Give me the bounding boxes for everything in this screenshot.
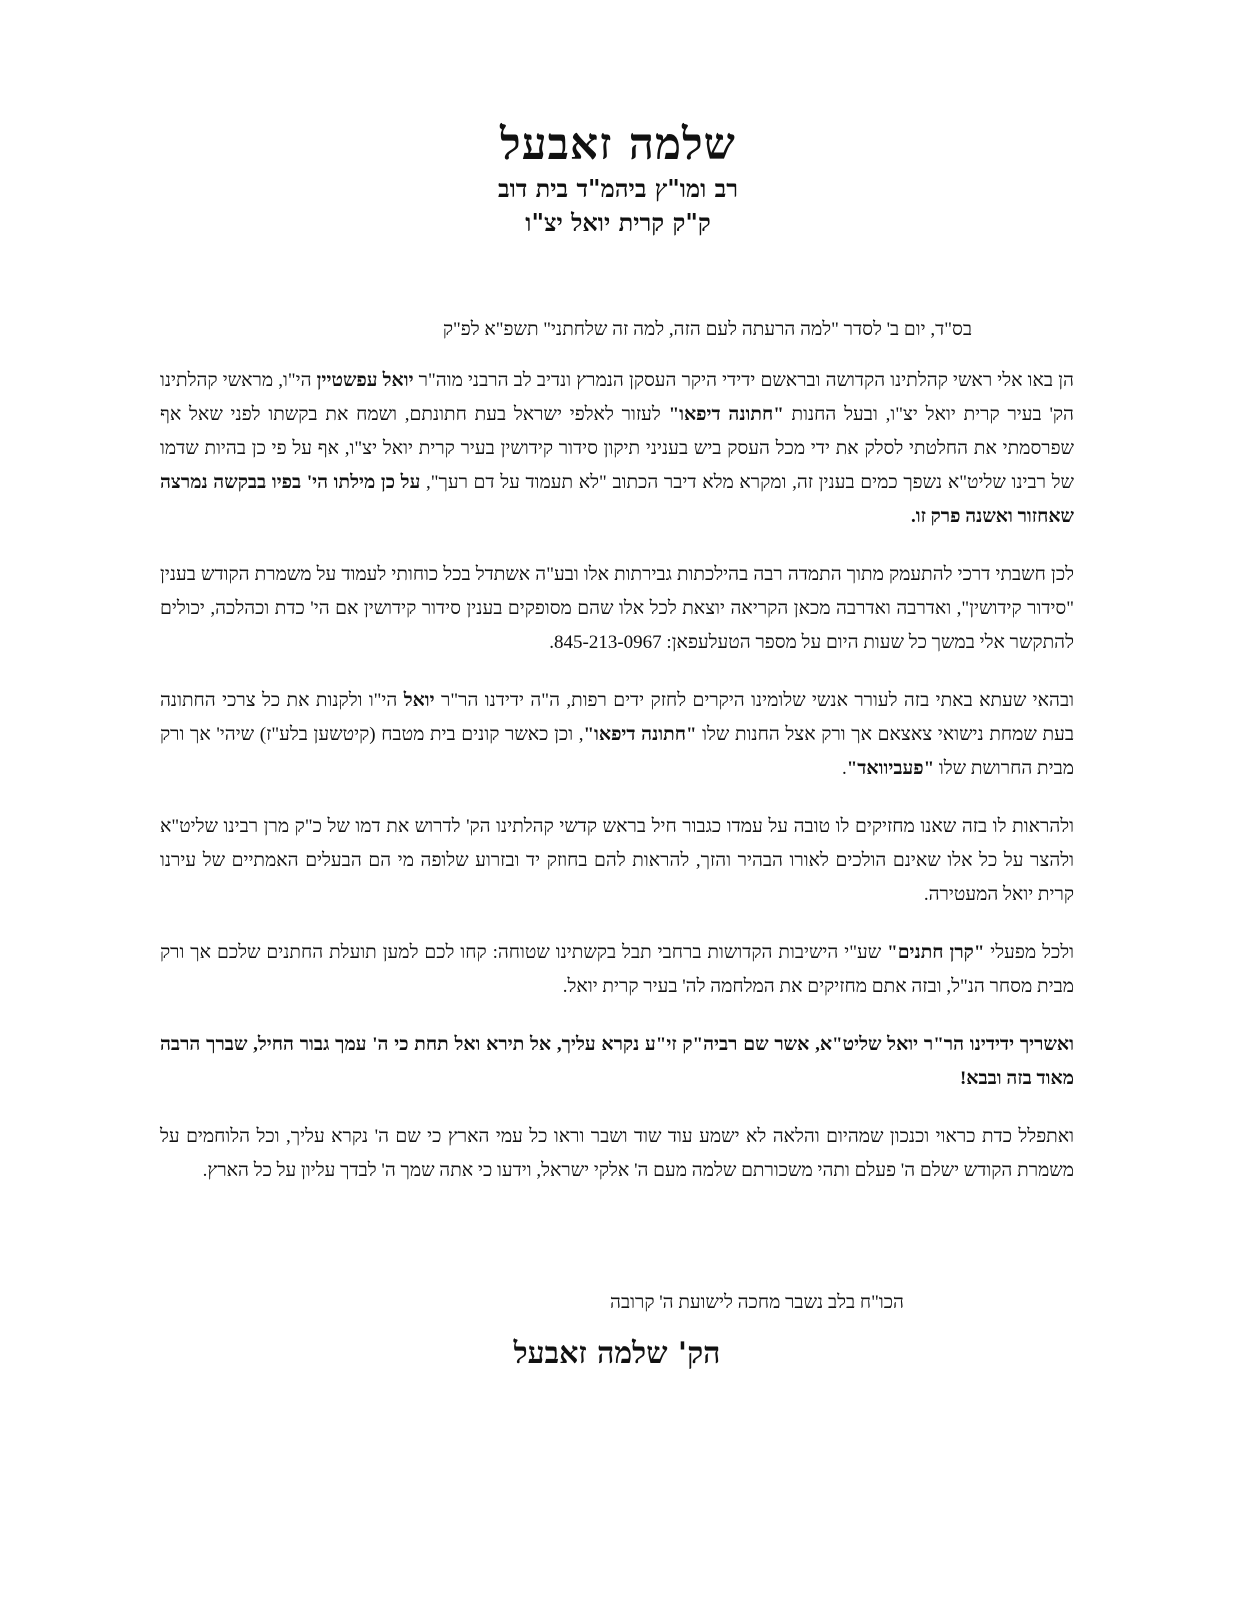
bold-text-run: "קרן חתנים" [887, 942, 985, 963]
signature: הק' שלמה זאבעל [513, 1336, 721, 1371]
text-run: שע"י הישיבות הקדושות ברחבי תבל בקשתינו שטוחה: קחו לכם למען תועלת החתנים שלכם אך ורק מבית מסחר הנ"ל, ובזה אתם מחזיקים את המלחמה לה' בעיר קרית יואל. [160, 942, 1074, 997]
text-run: הי"ו, מראשי קהלתינו הק' בעיר קרית יואל יצ"ו, ובעל החנות [160, 370, 1074, 425]
text-run: לעזור לאלפי ישראל בעת חתונתם, ושמח את בקשתו לפני שאל אף שפרסמתי את החלטתי לסלק את ידי מכל העסק ביש בעניני תיקון סידור קידושין בעיר קרית יואל יצ"ו, אף על פי כן בהיות שדמו של רבינו שליט"א נשפך כמים בענין זה, ומקרא מלא דיבר הכתוב "לא תעמוד על דם רעך", [160, 404, 1075, 493]
text-run: , וכן כאשר קונים בית מטבח (קיטשען בלע"ז) שיהי' אך ורק מבית החרושת שלו [160, 724, 1074, 779]
letterhead-location: ק"ק קרית יואל יצ"ו [525, 208, 711, 237]
paragraph-5 [160, 936, 1074, 1004]
paragraph-4: ולהראות לו בזה שאנו מחזיקים לו טובה על עמדו כגבור חיל בראש קדשי קהלתינו הק' לדרוש את דמו של כ"ק מרן רבינו שליט"א ולהצר על כל אלו שאינם הולכים לאורו הבהיר והזך, להראות להם בחוזק יד ובזרוע שלופה מי הם הבעלים האמתיים של עירנו קרית יואל המעטירה. [160, 816, 1074, 905]
bold-text-run: יואל [403, 690, 435, 711]
phone-number: 845-213-0967. [549, 632, 662, 653]
text-run: הי"ו ולקנות את כל צרכי החתונה בעת שמחת נישואי צאצאם אך ורק אצל החנות שלו [160, 690, 1074, 745]
text-run: הן באו אלי ראשי קהלתינו הקדושה ובראשם ידידי היקר העסקן הנמרץ ונדיב לב הרבני מוה"ר [413, 370, 1074, 391]
letter-body [160, 364, 1074, 1212]
bold-text-run: "חתונה דיפאו" [668, 404, 784, 425]
paragraph-2 [160, 558, 1074, 660]
paragraph-6: ואשריך ידידינו הר"ר יואל שליט"א, אשר שם רביה"ק זי"ע נקרא עליך, אל תירא ואל תחת כי ה' עמך גבור החיל, שברך הרבה מאוד בזה ובבא! [160, 1034, 1074, 1089]
letterhead-name: שלמה זאבעל [500, 119, 736, 170]
letterhead-title: רב ומו"ץ ביהמ"ד בית דוב [498, 174, 738, 203]
paragraph-7: ואתפלל כדת כראוי וכנכון שמהיום והלאה לא ישמע עוד שוד ושבר וראו כל עמי הארץ כי שם ה' נקרא עליך, וכל הלוחמים על משמרת הקודש ישלם ה' פעלם ותהי משכורתם שלמה מעם ה' אלקי ישראל, וידעו כי אתה שמך ה' לבדך עליון על כל הארץ. [160, 1126, 1074, 1181]
paragraph-3 [160, 684, 1074, 786]
letterhead [0, 118, 1236, 240]
bold-text-run: "חתונה דיפאו" [583, 724, 697, 745]
paragraph-1 [160, 364, 1074, 534]
text-run: ובהאי שעתא באתי בזה לעורר אנשי שלומינו היקרים לחזק ידים רפות, ה"ה ידידנו הר"ר [434, 690, 1074, 711]
bold-text-run: על כן מילתו הי' בפיו בבקשה נמרצה שאחזור ואשנה פרק זו. [160, 472, 1074, 527]
dateline: בס"ד, יום ב' לסדר "למה הרעתה לעם הזה, למה זה שלחתני" תשפ"א לפ"ק [442, 319, 972, 340]
bold-text-run: יואל עפשטיין [316, 370, 414, 391]
text-run: לכן חשבתי דרכי להתעמק מתוך התמדה רבה בהילכתות גבירתות אלו ובע"ה אשתדל בכל כוחותי לעמוד על משמרת הקודש בענין "סידור קידושין", ואדרבה ואדרבה מכאן הקריאה יוצאת לכל אלו שהם מסופקים בענין סידור קידושין אם הי' כדת וכהלכה, יכולים להתקשר אלי במשך כל שעות היום על מספר הטעלעפאן: [160, 564, 1074, 653]
bold-text-run: "פעביוואד" [846, 758, 935, 779]
text-run: . [842, 758, 847, 779]
closing-line: הכו"ח בלב נשבר מחכה לישועת ה' קרובה [610, 1292, 904, 1313]
closing [160, 1288, 1074, 1374]
text-run: ולכל מפעלי [984, 942, 1075, 963]
